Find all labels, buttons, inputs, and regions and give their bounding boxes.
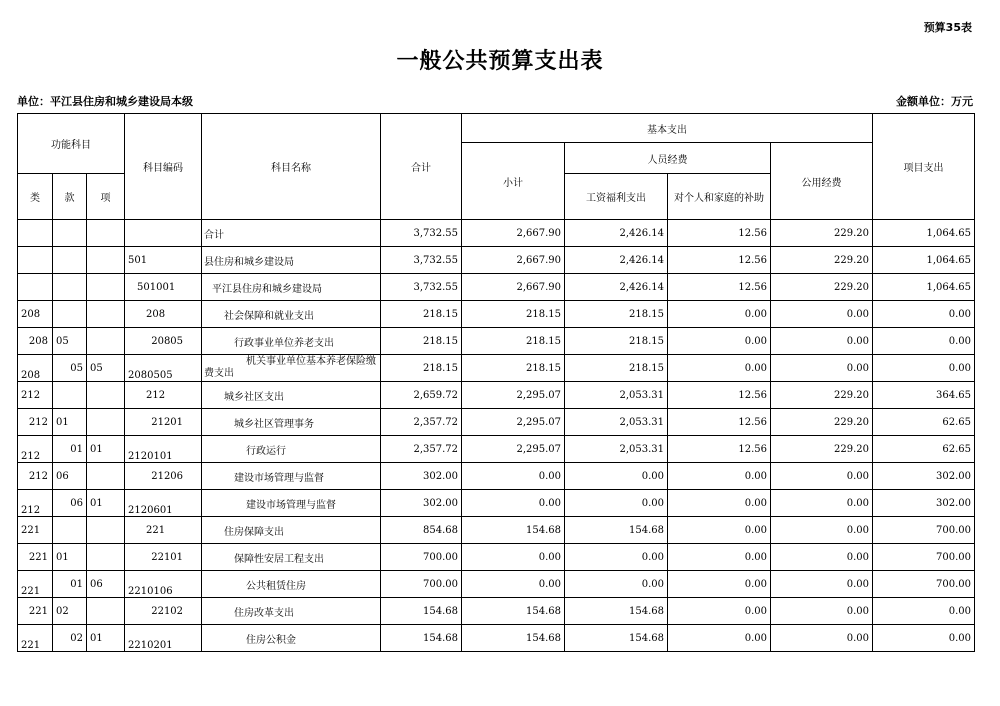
- cell-subsidy: 12.56: [668, 409, 771, 436]
- subsidy-header: 对个人和家庭的补助: [668, 174, 771, 220]
- cell-salary: 0.00: [565, 571, 668, 598]
- cell-subsidy: 0.00: [668, 328, 771, 355]
- cell-salary: 2,426.14: [565, 247, 668, 274]
- table-row: [18, 436, 975, 463]
- cell-kuan: [53, 274, 87, 301]
- cell-subtotal: 0.00: [462, 490, 565, 517]
- cell-lei: 221: [18, 517, 53, 544]
- cell-xiang: [87, 301, 125, 328]
- cell-lei: 221: [18, 544, 53, 571]
- cell-kuan: 01: [53, 436, 87, 463]
- cell-kuan: 01: [53, 544, 87, 571]
- cell-kuan: 02: [53, 625, 87, 652]
- cell-name: 社会保障和就业支出: [202, 301, 381, 328]
- cell-public: 0.00: [771, 355, 873, 382]
- cell-public: 0.00: [771, 517, 873, 544]
- cell-lei: 221: [18, 625, 53, 652]
- cell-project: 700.00: [873, 517, 975, 544]
- cell-total: 854.68: [381, 517, 462, 544]
- cell-name: 住房保障支出: [202, 517, 381, 544]
- cell-subtotal: 154.68: [462, 598, 565, 625]
- cell-xiang: [87, 598, 125, 625]
- cell-lei: 221: [18, 598, 53, 625]
- cell-code: 501: [125, 247, 202, 274]
- table-row: [18, 355, 975, 382]
- cell-name: 城乡社区支出: [202, 382, 381, 409]
- cell-subtotal: 218.15: [462, 328, 565, 355]
- cell-code: 2080505: [125, 355, 202, 382]
- cell-public: 0.00: [771, 490, 873, 517]
- cell-project: 62.65: [873, 409, 975, 436]
- cell-salary: 154.68: [565, 517, 668, 544]
- cell-subsidy: 12.56: [668, 274, 771, 301]
- cell-lei: 212: [18, 463, 53, 490]
- cell-salary: 218.15: [565, 355, 668, 382]
- cell-lei: 212: [18, 490, 53, 517]
- form-number: 预算35表: [923, 21, 972, 34]
- kuan-header: 款: [53, 174, 87, 220]
- cell-lei: 212: [18, 382, 53, 409]
- table-row: [18, 301, 975, 328]
- cell-subtotal: 2,295.07: [462, 436, 565, 463]
- cell-project: 0.00: [873, 301, 975, 328]
- cell-kuan: 05: [53, 328, 87, 355]
- amount-unit-label: 金额单位：万元: [896, 95, 973, 108]
- cell-kuan: 01: [53, 409, 87, 436]
- cell-public: 0.00: [771, 463, 873, 490]
- cell-project: 364.65: [873, 382, 975, 409]
- cell-salary: 218.15: [565, 328, 668, 355]
- cell-name: 住房公积金: [202, 625, 381, 652]
- cell-subsidy: 0.00: [668, 598, 771, 625]
- cell-code: 20805: [125, 328, 202, 355]
- cell-total: 2,357.72: [381, 409, 462, 436]
- cell-salary: 218.15: [565, 301, 668, 328]
- cell-total: 2,357.72: [381, 436, 462, 463]
- cell-kuan: [53, 517, 87, 544]
- project-header: 项目支出: [873, 114, 975, 220]
- cell-salary: 0.00: [565, 544, 668, 571]
- cell-name: 保障性安居工程支出: [202, 544, 381, 571]
- cell-kuan: 01: [53, 571, 87, 598]
- table-row: [18, 571, 975, 598]
- cell-project: 700.00: [873, 571, 975, 598]
- cell-lei: [18, 247, 53, 274]
- cell-public: 0.00: [771, 301, 873, 328]
- table-row: [18, 598, 975, 625]
- lei-header: 类: [18, 174, 53, 220]
- cell-subtotal: 2,295.07: [462, 382, 565, 409]
- cell-subtotal: 2,667.90: [462, 220, 565, 247]
- cell-public: 229.20: [771, 436, 873, 463]
- cell-total: 154.68: [381, 625, 462, 652]
- cell-subsidy: 12.56: [668, 247, 771, 274]
- xiang-header: 项: [87, 174, 125, 220]
- cell-public: 229.20: [771, 382, 873, 409]
- cell-code: 22102: [125, 598, 202, 625]
- cell-code: 2120101: [125, 436, 202, 463]
- cell-subsidy: 0.00: [668, 463, 771, 490]
- cell-subsidy: 12.56: [668, 382, 771, 409]
- cell-name: 城乡社区管理事务: [202, 409, 381, 436]
- cell-total: 218.15: [381, 301, 462, 328]
- table-row: [18, 220, 975, 247]
- cell-project: 0.00: [873, 598, 975, 625]
- cell-total: 3,732.55: [381, 247, 462, 274]
- cell-kuan: 05: [53, 355, 87, 382]
- cell-kuan: [53, 382, 87, 409]
- cell-subsidy: 0.00: [668, 571, 771, 598]
- cell-subsidy: 0.00: [668, 301, 771, 328]
- cell-xiang: [87, 274, 125, 301]
- cell-code: 208: [125, 301, 202, 328]
- table-row: [18, 247, 975, 274]
- cell-total: 218.15: [381, 355, 462, 382]
- cell-kuan: [53, 301, 87, 328]
- cell-lei: 208: [18, 355, 53, 382]
- cell-total: 2,659.72: [381, 382, 462, 409]
- cell-project: 0.00: [873, 625, 975, 652]
- cell-subtotal: 2,667.90: [462, 247, 565, 274]
- cell-salary: 2,053.31: [565, 382, 668, 409]
- cell-name: 合计: [202, 220, 381, 247]
- cell-public: 229.20: [771, 274, 873, 301]
- cell-public: 229.20: [771, 247, 873, 274]
- cell-public: 229.20: [771, 220, 873, 247]
- cell-salary: 2,426.14: [565, 274, 668, 301]
- cell-subtotal: 0.00: [462, 463, 565, 490]
- cell-xiang: [87, 544, 125, 571]
- cell-salary: 154.68: [565, 625, 668, 652]
- cell-project: 1,064.65: [873, 247, 975, 274]
- cell-public: 0.00: [771, 328, 873, 355]
- table-row: [18, 274, 975, 301]
- cell-lei: 208: [18, 301, 53, 328]
- cell-xiang: [87, 220, 125, 247]
- table-row: [18, 544, 975, 571]
- cell-subsidy: 12.56: [668, 220, 771, 247]
- table-row: [18, 517, 975, 544]
- page-title: 一般公共预算支出表: [396, 49, 604, 74]
- cell-code: 212: [125, 382, 202, 409]
- name-header: 科目名称: [202, 114, 381, 220]
- table-row: [18, 409, 975, 436]
- cell-total: 302.00: [381, 463, 462, 490]
- cell-name: 建设市场管理与监督: [202, 490, 381, 517]
- func-subject-header: 功能科目: [18, 114, 125, 174]
- cell-subtotal: 218.15: [462, 301, 565, 328]
- cell-xiang: 05: [87, 355, 125, 382]
- cell-xiang: [87, 382, 125, 409]
- cell-kuan: 06: [53, 463, 87, 490]
- cell-total: 700.00: [381, 544, 462, 571]
- cell-subsidy: 12.56: [668, 436, 771, 463]
- total-header: 合计: [381, 114, 462, 220]
- cell-subtotal: 0.00: [462, 571, 565, 598]
- cell-salary: 0.00: [565, 490, 668, 517]
- cell-lei: 212: [18, 409, 53, 436]
- cell-lei: [18, 220, 53, 247]
- table-row: [18, 463, 975, 490]
- cell-code: 2210106: [125, 571, 202, 598]
- cell-name: 县住房和城乡建设局: [202, 247, 381, 274]
- cell-name: 公共租赁住房: [202, 571, 381, 598]
- cell-xiang: 06: [87, 571, 125, 598]
- cell-subsidy: 0.00: [668, 625, 771, 652]
- cell-code: 21206: [125, 463, 202, 490]
- table-row: [18, 625, 975, 652]
- cell-subtotal: 2,295.07: [462, 409, 565, 436]
- cell-salary: 2,053.31: [565, 436, 668, 463]
- cell-salary: 2,426.14: [565, 220, 668, 247]
- cell-subsidy: 0.00: [668, 544, 771, 571]
- cell-lei: 221: [18, 571, 53, 598]
- table-row: [18, 382, 975, 409]
- cell-subtotal: 154.68: [462, 517, 565, 544]
- cell-project: 302.00: [873, 463, 975, 490]
- cell-xiang: [87, 247, 125, 274]
- cell-xiang: 01: [87, 436, 125, 463]
- cell-project: 0.00: [873, 355, 975, 382]
- cell-code: 2120601: [125, 490, 202, 517]
- basic-header: 基本支出: [462, 114, 873, 143]
- cell-name: 住房改革支出: [202, 598, 381, 625]
- cell-project: 700.00: [873, 544, 975, 571]
- cell-public: 229.20: [771, 409, 873, 436]
- cell-total: 700.00: [381, 571, 462, 598]
- cell-total: 302.00: [381, 490, 462, 517]
- personnel-header: 人员经费: [565, 143, 771, 174]
- cell-total: 3,732.55: [381, 220, 462, 247]
- cell-code: [125, 220, 202, 247]
- cell-lei: 208: [18, 328, 53, 355]
- cell-xiang: [87, 517, 125, 544]
- cell-public: 0.00: [771, 544, 873, 571]
- table-row: [18, 490, 975, 517]
- cell-subsidy: 0.00: [668, 517, 771, 544]
- cell-name: 建设市场管理与监督: [202, 463, 381, 490]
- cell-xiang: [87, 328, 125, 355]
- cell-salary: 2,053.31: [565, 409, 668, 436]
- code-header: 科目编码: [125, 114, 202, 220]
- cell-code: 501001: [125, 274, 202, 301]
- cell-xiang: [87, 409, 125, 436]
- salary-header: 工资福利支出: [565, 174, 668, 220]
- cell-lei: 212: [18, 436, 53, 463]
- table-row: [18, 328, 975, 355]
- cell-code: 2210201: [125, 625, 202, 652]
- cell-project: 0.00: [873, 328, 975, 355]
- cell-kuan: [53, 247, 87, 274]
- cell-total: 3,732.55: [381, 274, 462, 301]
- cell-kuan: [53, 220, 87, 247]
- cell-public: 0.00: [771, 571, 873, 598]
- cell-total: 154.68: [381, 598, 462, 625]
- cell-kuan: 02: [53, 598, 87, 625]
- cell-subtotal: 154.68: [462, 625, 565, 652]
- cell-public: 0.00: [771, 625, 873, 652]
- cell-name: 行政运行: [202, 436, 381, 463]
- table-body: [18, 220, 975, 652]
- cell-project: 1,064.65: [873, 220, 975, 247]
- cell-project: 302.00: [873, 490, 975, 517]
- cell-kuan: 06: [53, 490, 87, 517]
- cell-subtotal: 218.15: [462, 355, 565, 382]
- subtotal-header: 小计: [462, 143, 565, 220]
- cell-code: 221: [125, 517, 202, 544]
- cell-subsidy: 0.00: [668, 490, 771, 517]
- cell-xiang: 01: [87, 490, 125, 517]
- budget-table: [17, 113, 975, 652]
- cell-salary: 0.00: [565, 463, 668, 490]
- cell-project: 62.65: [873, 436, 975, 463]
- cell-project: 1,064.65: [873, 274, 975, 301]
- cell-name: 平江县住房和城乡建设局: [202, 274, 381, 301]
- cell-subtotal: 2,667.90: [462, 274, 565, 301]
- cell-xiang: 01: [87, 625, 125, 652]
- cell-code: 21201: [125, 409, 202, 436]
- unit-label: 单位：平江县住房和城乡建设局本级: [17, 95, 193, 108]
- cell-xiang: [87, 463, 125, 490]
- cell-code: 22101: [125, 544, 202, 571]
- cell-lei: [18, 274, 53, 301]
- public-header: 公用经费: [771, 143, 873, 220]
- cell-name: 行政事业单位养老支出: [202, 328, 381, 355]
- cell-name: 机关事业单位基本养老保险缴费支出: [202, 355, 381, 382]
- cell-subsidy: 0.00: [668, 355, 771, 382]
- cell-public: 0.00: [771, 598, 873, 625]
- cell-subtotal: 0.00: [462, 544, 565, 571]
- cell-total: 218.15: [381, 328, 462, 355]
- cell-salary: 154.68: [565, 598, 668, 625]
